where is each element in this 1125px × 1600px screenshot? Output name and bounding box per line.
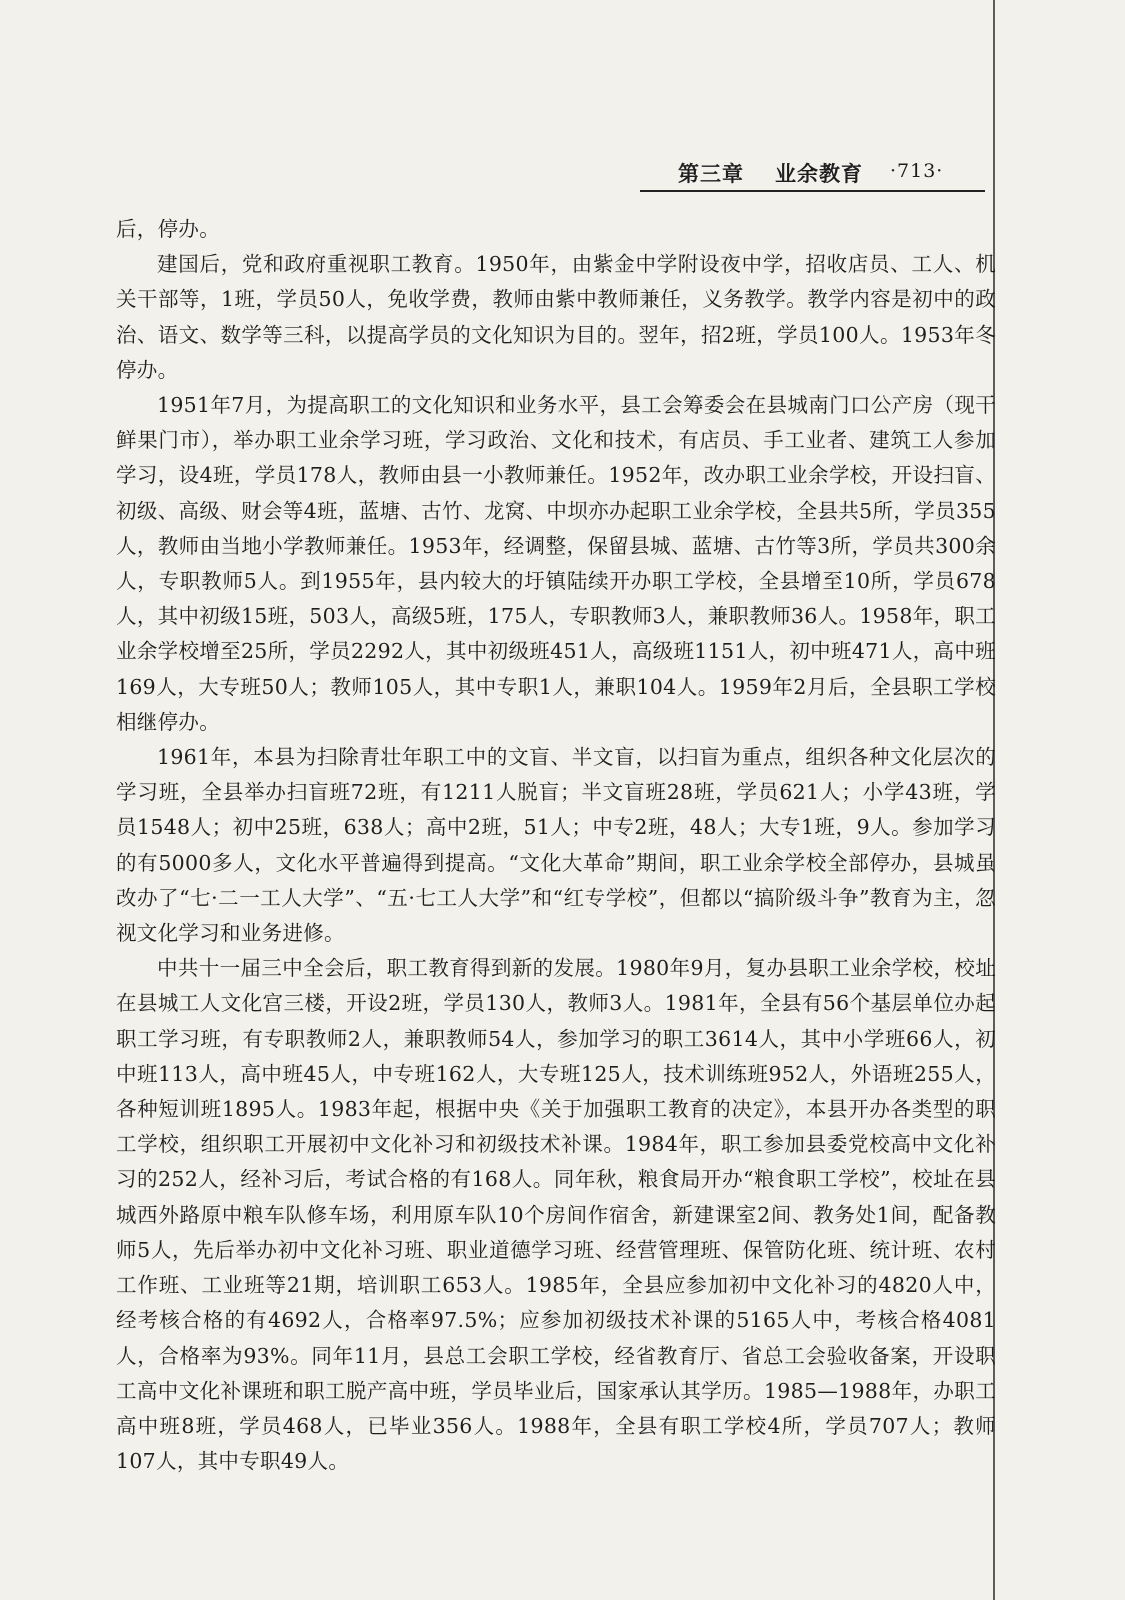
header-chapter: 第三章 bbox=[678, 162, 744, 186]
paragraph-1951: 1951年7月，为提高职工的文化知识和业务水平，县工会筹委会在县城南门口公产房（现干鲜果门市），举办职工业余学习班，学习政治、文化和技术，有店员、手工业者、建筑工人参加学习，设4班，学员178人，教师由县一小教师兼任。1952年，改办职工业余学校，开设扫盲、初级、高级、财会等4班，蓝塘、古竹、龙窝、中坝亦办起职工业余学校，全县共5所，学员355人，教师由当地小学教师兼任。1953年，经调整，保留县城、蓝塘、古竹等3所，学员共300余人，专职教师5人。到1955年，县内较大的圩镇陆续开办职工学校，全县增至10所，学员678人，其中初级15班，503人，高级5班，175人，专职教师3人，兼职教师36人。1958年，职工业余学校增至25所，学员2292人，其中初级班451人，高级班1151人，初中班471人，高中班169人，大专班50人；教师105人，其中专职1人，兼职104人。1959年2月后，全县职工学校相继停办。 bbox=[116, 393, 996, 734]
paragraph-1961: 1961年，本县为扫除青壮年职工中的文盲、半文盲，以扫盲为重点，组织各种文化层次的学习班，全县举办扫盲班72班，有1211人脱盲；半文盲班28班，学员621人；小学43班，学员1548人；初中25班，638人；高中2班，51人；中专2班，48人；大专1班，9人。参加学习的有5000多人，文化水平普遍得到提高。“文化大革命”期间，职工业余学校全部停办，县城虽改办了“七·二一工人大学”、“五·七工人大学”和“红专学校”，但都以“搞阶级斗争”教育为主，忽视文化学习和业务进修。 bbox=[116, 745, 996, 946]
paragraph-continuation: 后，停办。 bbox=[116, 217, 220, 241]
paragraph-reform-era: 中共十一届三中全会后，职工教育得到新的发展。1980年9月，复办县职工业余学校，校址在县城工人文化宫三楼，开设2班，学员130人，教师3人。1981年，全县有56个基层单位办起职工学习班，有专职教师2人，兼职教师54人，参加学习的职工3614人，其中小学班66人，初中班113人，高中班45人，中专班162人，大专班125人，技术训练班952人，外语班255人，各种短训班1895人。1983年起，根据中央《关于加强职工教育的决定》，本县开办各类型的职工学校，组织职工开展初中文化补习和初级技术补课。1984年，职工参加县委党校高中文化补习的252人，经补习后，考试合格的有168人。同年秋，粮食局开办“粮食职工学校”，校址在县城西外路原中粮车队修车场，利用原车队10个房间作宿舍，新建课室2间、教务处1间，配备教师5人，先后举办初中文化补习班、职业道德学习班、经营管理班、保管防化班、统计班、农村工作班、工业班等21期，培训职工653人。1985年，全县应参加初中文化补习的4820人中，经考核合格的有4692人，合格率97.5%；应参加初级技术补课的5165人中，考核合格4081人，合格率为93%。同年11月，县总工会职工学校，经省教育厅、省总工会验收备案，开设职工高中文化补课班和职工脱产高中班，学员毕业后，国家承认其学历。1985—1988年，办职工高中班8班，学员468人，已毕业356人。1988年，全县有职工学校4所，学员707人；教师107人，其中专职49人。 bbox=[116, 956, 996, 1474]
body-text bbox=[116, 212, 996, 1479]
paragraph-post-1949: 建国后，党和政府重视职工教育。1950年，由紫金中学附设夜中学，招收店员、工人、机关干部等，1班，学员50人，免收学费，教师由紫中教师兼任，义务教学。教学内容是初中的政治、语文、数学等三科，以提高学员的文化知识为目的。翌年，招2班，学员100人。1953年冬停办。 bbox=[116, 252, 996, 382]
page-number: ·713· bbox=[890, 160, 944, 182]
header-section-title: 业余教育 bbox=[775, 162, 863, 186]
running-header bbox=[640, 150, 985, 192]
